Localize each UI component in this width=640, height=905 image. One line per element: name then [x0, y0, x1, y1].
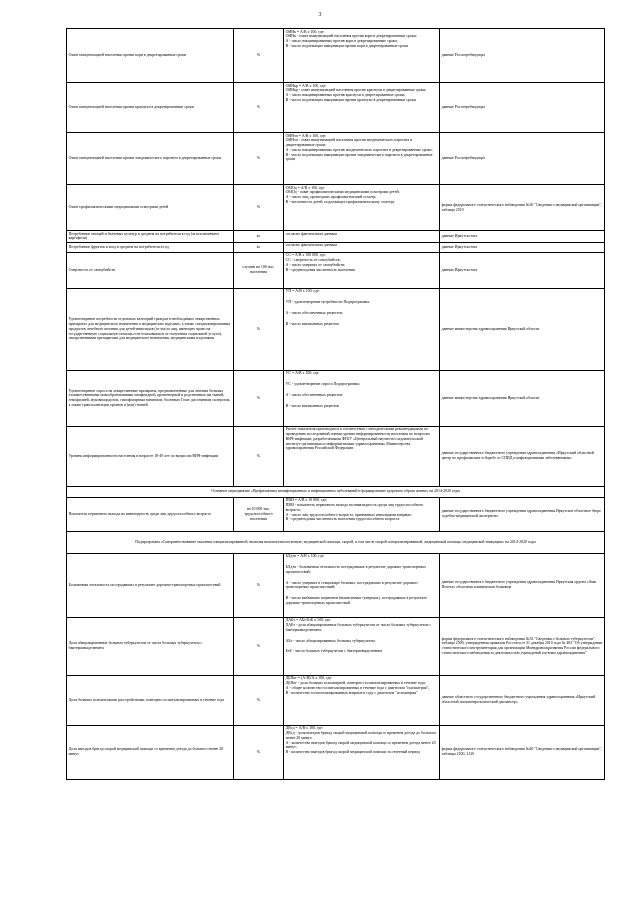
indicator-formula [284, 426, 440, 486]
indicator-row [67, 185, 605, 231]
formula-line: В - количество госпитализированных впервые в году с диагнозом "психиатрия" [285, 690, 418, 695]
formula-line: ДВсд = А/В х 100, где: [285, 726, 324, 731]
indicator-source: форма федерального статистического наблюдения №40 "Сведения о медицинской организации", таблицы 2100, 2120 [440, 725, 605, 779]
indicator-name: Доля больных психическими расстройствами, повторно госпитализированных в течение года [67, 675, 234, 725]
formula-line: А - число умерших в стационаре больных, пострадавших в результате дорожно-транспортных происшествий; [285, 580, 419, 590]
indicator-unit: % [234, 288, 284, 370]
formula-line: ОИНэп - охват иммунизацией населения против эпидемического паротита в декретированные сроки; [285, 138, 412, 148]
indicator-source: данные государственного бюджетного учреждения здравоохранения «Иркутский областной центр по профилактике и борьбе со СПИД и инфекционными заболеваниями» [440, 426, 605, 486]
formula-line: В - число подлежащих вакцинации против кори в декретированные сроки [285, 43, 409, 48]
formula-line: А - число вакцинированных против кори в декретированные сроки; [285, 39, 398, 44]
formula-line: В - число выбывших пациентов (выписанных+умерших), пострадавших в результате дорожно-транспортных происшествий [285, 596, 427, 605]
indicator-formula [284, 370, 440, 426]
formula-line: А - общее количество госпитализированных в течение года с диагнозом "психиатрия"; [285, 685, 430, 690]
indicator-formula [284, 29, 440, 83]
indicator-unit: % [234, 83, 284, 133]
indicator-unit: % [234, 426, 284, 486]
indicator-unit: % [234, 370, 284, 426]
formula-line: ОИНк - охват иммунизацией населения против кори в декретированные сроки; [285, 34, 417, 39]
formula-line: А - число умерших от самоубийств; [285, 262, 346, 267]
indicator-name: Охват иммунизацией населения против эпидемического паротита в декретированные сроки [67, 133, 234, 185]
indicator-unit: случаев на 100 тыс. населения [234, 252, 284, 288]
indicator-unit: % [234, 185, 284, 231]
indicator-source: данные Иркутскстата [440, 231, 605, 243]
formula-line: ПВИ - показатель первичного выхода на инвалидность среди лиц трудоспособного возраста; [285, 503, 424, 512]
formula-line: ДАБт = АБт/БтБ х 100, где: [285, 618, 331, 623]
indicator-name: Охват иммунизацией населения против краснухи в декретированные сроки [67, 83, 234, 133]
indicator-name: Больничная летальность пострадавших в результате дорожно-транспортных происшествий [67, 553, 234, 617]
formula-line: А - число лиц трудоспособного возраста, признанных инвалидами впервые; [285, 512, 412, 517]
formula-line: Расчет показателя производится в соответствии с методическими рекомендациями по проведению исследований оценки уровня информированности населения по вопросам ВИЧ-инфекции, разработанными ФГБУ «Центральный научно-исследовательский институт организации и информатизации здравоохранения» Министерства здравоохранения Российской Федерации [285, 427, 430, 451]
indicator-formula [284, 617, 440, 675]
formula-line: В - число подлежащих вакцинации против эпидемического паротита в декретированные сроки [285, 152, 433, 162]
indicator-formula [284, 497, 440, 531]
formula-line: ОИНэп = А/В х 100, где: [285, 133, 327, 138]
indicator-formula [284, 83, 440, 133]
formula-line: А - число вакцинированных против краснухи в декретированные сроки; [285, 93, 406, 98]
formula-line: БтБ - число больных туберкулезом с бактериовыделением [285, 649, 382, 654]
formula-line: согласно фактическим данным [285, 243, 337, 248]
indicator-formula [284, 185, 440, 231]
formula-line: А - число обеспеченных рецептов; [285, 392, 343, 397]
formula-line: АБт - число абацилированных больных туберкулезом; [285, 638, 376, 643]
formula-line: УС = А/В х 100, где: [285, 371, 320, 376]
formula-line: ОИНкр - охват иммунизацией населения против краснухи в декретированные сроки; [285, 88, 427, 93]
indicator-unit: % [234, 725, 284, 779]
indicator-unit: % [234, 617, 284, 675]
indicator-name: Показатель первичного выхода на инвалидность среди лиц трудоспособного возраста [67, 497, 234, 531]
indicators-table-body [67, 29, 605, 780]
formula-line: УС - удовлетворение спроса Подпрограммы; [285, 382, 361, 387]
indicator-unit: кг [234, 231, 284, 243]
indicator-name: Охват профилактическими медицинскими осмотрами детей [67, 185, 234, 231]
formula-line: А - количество выездов бригад скорой медицинской помощи со временем доезда менее 20 минут; [285, 740, 436, 750]
indicator-formula [284, 242, 440, 252]
indicator-unit: % [234, 553, 284, 617]
formula-line: ДБПпг - доля больных психиатрией, повторно госпитализированных в течение года; [285, 681, 426, 686]
indicator-source: данные государственного бюджетного учреждения здравоохранения Иркутское областное бюро судебно-медицинской экспертизы [440, 497, 605, 531]
indicator-source: форма федерального статистического наблюдения №33 "Сведения о больных туберкулезом", таблица 2500, утвержденная приказом Росстата от 31 декабря 2010 года № 483 "Об утверждении статистического инструментария для организации Минздравсоцразвития России федерального статистического наблюдения за деятельностью учреждений системы здравоохранения" [440, 617, 605, 675]
indicator-row [67, 497, 605, 531]
indicator-source: данные Иркутскстата [440, 242, 605, 252]
formula-line: В - число выписанных рецептов [285, 321, 339, 326]
formula-line: согласно фактическим данным [285, 231, 337, 236]
indicator-name: Удовлетворение потребности отдельных категорий граждан в необходимых лекарственных препаратах для медицинского назначения и медицинских изделиях, а также специализированных продуктов лечебного питания для детей-инвалидов (от числа лиц, имеющих право на государственную социальную помощь и не отказавшихся от получения социальной услуги), лекарственными препаратами для медицинского назначения, медицинскими изделиями [67, 288, 234, 370]
formula-line: В - число выписанных рецептов [285, 403, 339, 408]
formula-line: СС - смертность от самоубийств; [285, 258, 341, 263]
formula-line: ОИНкр = А/В х 100, где: [285, 83, 327, 88]
indicator-row [67, 83, 605, 133]
indicator-source: форма федерального статистического наблюдения №30 "Сведения о медицинской организации", таблица 2510 [440, 185, 605, 231]
indicator-unit: кг [234, 242, 284, 252]
formula-line: В - среднегодовая численность населения трудоспособного возраста [285, 517, 400, 522]
indicator-name: Потребление овощей и бахчевых культур в среднем на потребителя в год (за исключением картофеля) [67, 231, 234, 243]
formula-line: БЛдтп = А/В х 100, где: [285, 554, 325, 559]
formula-line: В - численность детей, подлежащих профилактическому осмотру [285, 199, 395, 204]
formula-line: БЛдтп - больничная летальность пострадавших в результате дорожно-транспортных происшествий; [285, 565, 426, 574]
section-header-row [67, 531, 605, 553]
indicator-unit: % [234, 675, 284, 725]
indicator-source: данные министерства здравоохранения Иркутской области [440, 370, 605, 426]
formula-line: ОМОд = А/В х 100, где: [285, 185, 326, 190]
formula-line: УП = А/В х 100, где: [285, 289, 320, 294]
indicator-row [67, 617, 605, 675]
formula-line: ОИНк = А/В х 100, где: [285, 29, 325, 34]
indicator-row [67, 252, 605, 288]
indicator-formula [284, 252, 440, 288]
formula-line: ДВсд - доля выездов бригад скорой медицинской помощи со временем доезда до больного менее 20 минут; [285, 731, 437, 740]
section-title: Основное мероприятие «Профилактика неинфекционных и инфекционных заболеваний и формирование здорового образа жизни» на 2014-2020 годы [67, 486, 605, 497]
indicator-row [67, 231, 605, 243]
formula-line: В - число подлежащих вакцинации против краснухи в декретированные сроки [285, 97, 416, 102]
indicator-row [67, 725, 605, 779]
indicator-source: данные областного государственного бюджетного учреждения здравоохранения «Иркутский областной психоневрологический диспансер» [440, 675, 605, 725]
formula-line: ПВИ = А/В х 10 000, где: [285, 498, 328, 503]
indicator-row [67, 426, 605, 486]
formula-line: А - число обеспеченных рецептов; [285, 310, 343, 315]
indicator-row [67, 553, 605, 617]
indicator-formula [284, 553, 440, 617]
indicator-formula [284, 133, 440, 185]
indicator-row [67, 370, 605, 426]
formula-line: А - число вакцинированных против эпидемического паротита в декретированные сроки; [285, 147, 433, 152]
indicator-row [67, 288, 605, 370]
formula-line: СС = А/В х 100 000, где: [285, 253, 327, 258]
indicator-source: данные Роспотребнадзора [440, 133, 605, 185]
indicator-unit: % [234, 29, 284, 83]
indicator-source: данные Иркутскстата [440, 252, 605, 288]
indicator-formula [284, 675, 440, 725]
section-header-row [67, 486, 605, 497]
indicator-source: данные Роспотребнадзора [440, 29, 605, 83]
indicator-unit: на 10 000 тыс. трудоспособного населения [234, 497, 284, 531]
section-title: Подпрограмма «Совершенствование оказания специализированной, включая высокотехнологичную, медицинской помощи, скорой, в том числе скорой специализированной, медицинской помощи, медицинской эвакуации» на 2014-2020 годы [67, 531, 605, 553]
indicator-formula [284, 231, 440, 243]
indicator-source: данные министерства здравоохранения Иркутской области [440, 288, 605, 370]
indicators-table [66, 28, 605, 780]
indicator-row [67, 242, 605, 252]
indicator-name: Доля абацилированных больных туберкулезом от числа больных туберкулезом с бактериовыделением [67, 617, 234, 675]
formula-line: ДАБт - доля абацилированных больных туберкулезом от числа больных туберкулезом с бактериовыделением; [285, 623, 432, 632]
indicator-formula [284, 725, 440, 779]
indicator-source: данные Роспотребнадзора [440, 83, 605, 133]
indicator-unit: % [234, 133, 284, 185]
page-number: 3 [318, 12, 322, 18]
formula-line: В - количество выездов бригад скорой медицинской помощи за отчетный период [285, 750, 420, 755]
indicator-row [67, 675, 605, 725]
indicator-name: Потребление фруктов и ягод в среднем на потребителя в год [67, 242, 234, 252]
indicator-row [67, 29, 605, 83]
formula-line: А - число лиц, прошедших профилактический осмотр; [285, 195, 377, 200]
formula-line: ОМОд - охват профилактическими медицинскими осмотрами детей; [285, 190, 400, 195]
indicator-row [67, 133, 605, 185]
indicator-name: Доля выездов бригад скорой медицинской помощи со временем доезда до больного менее 20 минут [67, 725, 234, 779]
indicator-name: Охват иммунизацией населения против кори в декретированные сроки [67, 29, 234, 83]
formula-line: ДБПпг = (А-В)/А х 100, где: [285, 676, 333, 681]
indicator-name: Смертность от самоубийств [67, 252, 234, 288]
indicator-name: Удовлетворение спроса на лекарственные препараты, предназначенные для лечения больных злокачественными новообразованиями лимфоидной, кроветворной и родственных им тканей, гемофилией, муковисцидозом, гипофизарным нанизмом, болезнью Гоше, рассеянным склерозом, а также трансплантации органов и (или) тканей [67, 370, 234, 426]
indicators-table-wrapper [66, 28, 604, 780]
indicator-source: данные государственного бюджетного учреждения здравоохранения Иркутская ордена «Знак Почета» областная клиническая больница [440, 553, 605, 617]
formula-line: УП - удовлетворение потребности Подпрограммы; [285, 300, 370, 305]
indicator-formula [284, 288, 440, 370]
indicator-name: Уровень информированности населения в возрасте 18-49 лет по вопросам ВИЧ-инфекции [67, 426, 234, 486]
formula-line: В - среднегодовая численность населения [285, 267, 355, 272]
